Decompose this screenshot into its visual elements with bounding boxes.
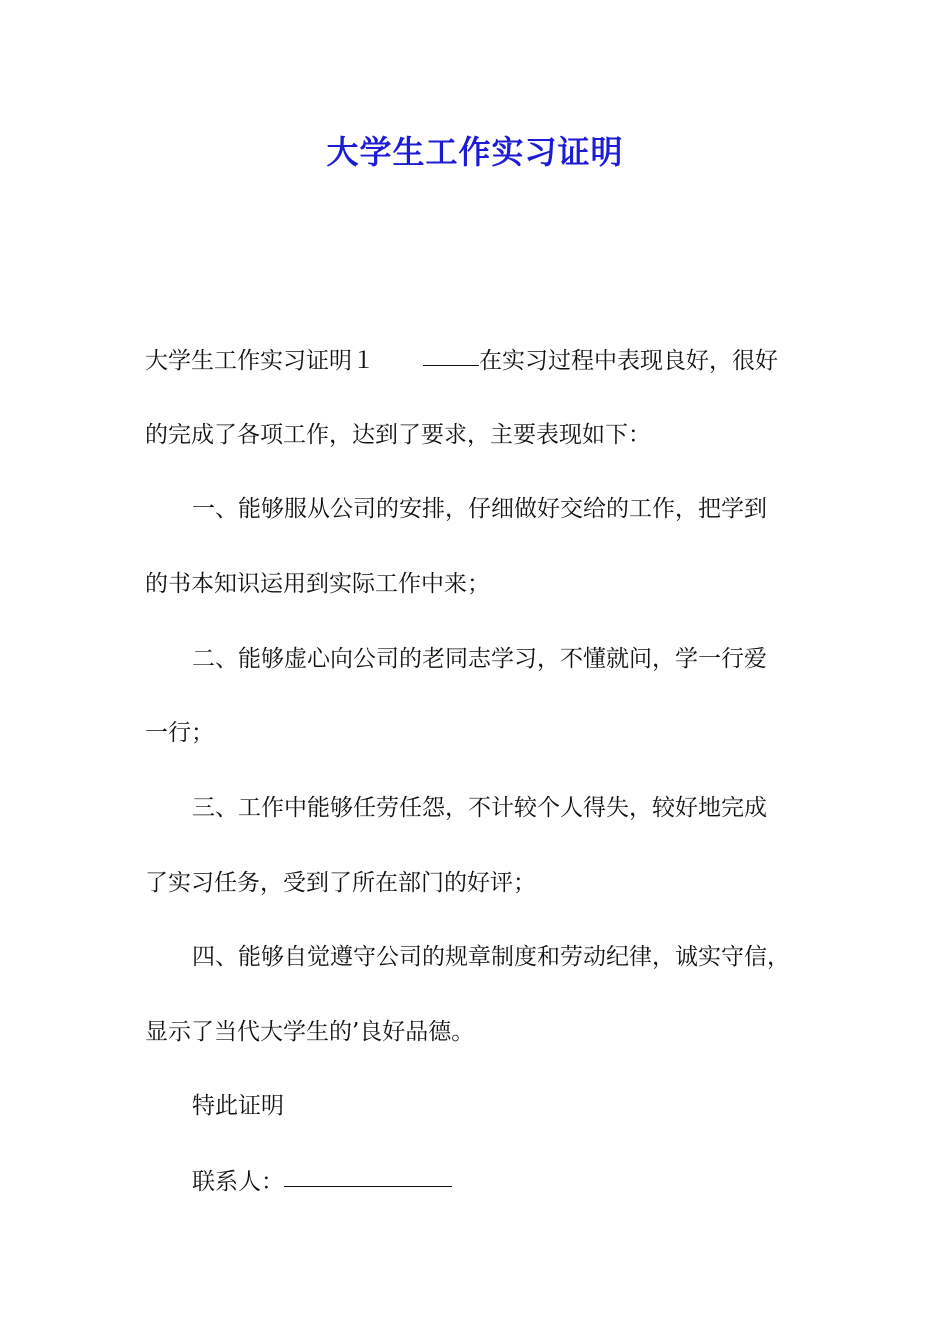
item-2-line-1: 二、能够虚心向公司的老同志学习，不懂就问，学一行爱: [192, 646, 767, 672]
intro-line-1: [145, 343, 778, 378]
certificate-reference: 大学生工作实习证明１: [145, 348, 375, 374]
item-3-line-1: 三、工作中能够任劳任怨，不计较个人得失，较好地完成: [192, 795, 767, 821]
document-title: 大学生工作实习证明: [326, 133, 624, 171]
item-4-line-2: 显示了当代大学生的’良好品德。: [145, 1019, 475, 1045]
contact-blank: [284, 1162, 452, 1187]
contact-label: 联系人：: [192, 1169, 284, 1195]
contact-line: [192, 1164, 452, 1199]
closing-text: 特此证明: [192, 1093, 284, 1119]
name-blank: [423, 341, 479, 366]
item-1-line-1: 一、能够服从公司的安排，仔细做好交给的工作，把学到: [192, 496, 767, 522]
intro-text: 在实习过程中表现良好，很好: [479, 348, 778, 374]
item-1-line-2: 的书本知识运用到实际工作中来；: [145, 571, 490, 597]
item-3-line-2: 了实习任务，受到了所在部门的好评；: [145, 870, 536, 896]
item-2-line-2: 一行；: [145, 720, 214, 746]
item-4-line-1: 四、能够自觉遵守公司的规章制度和劳动纪律，诚实守信，: [192, 944, 790, 970]
intro-line-2: 的完成了各项工作，达到了要求，主要表现如下：: [145, 422, 651, 448]
